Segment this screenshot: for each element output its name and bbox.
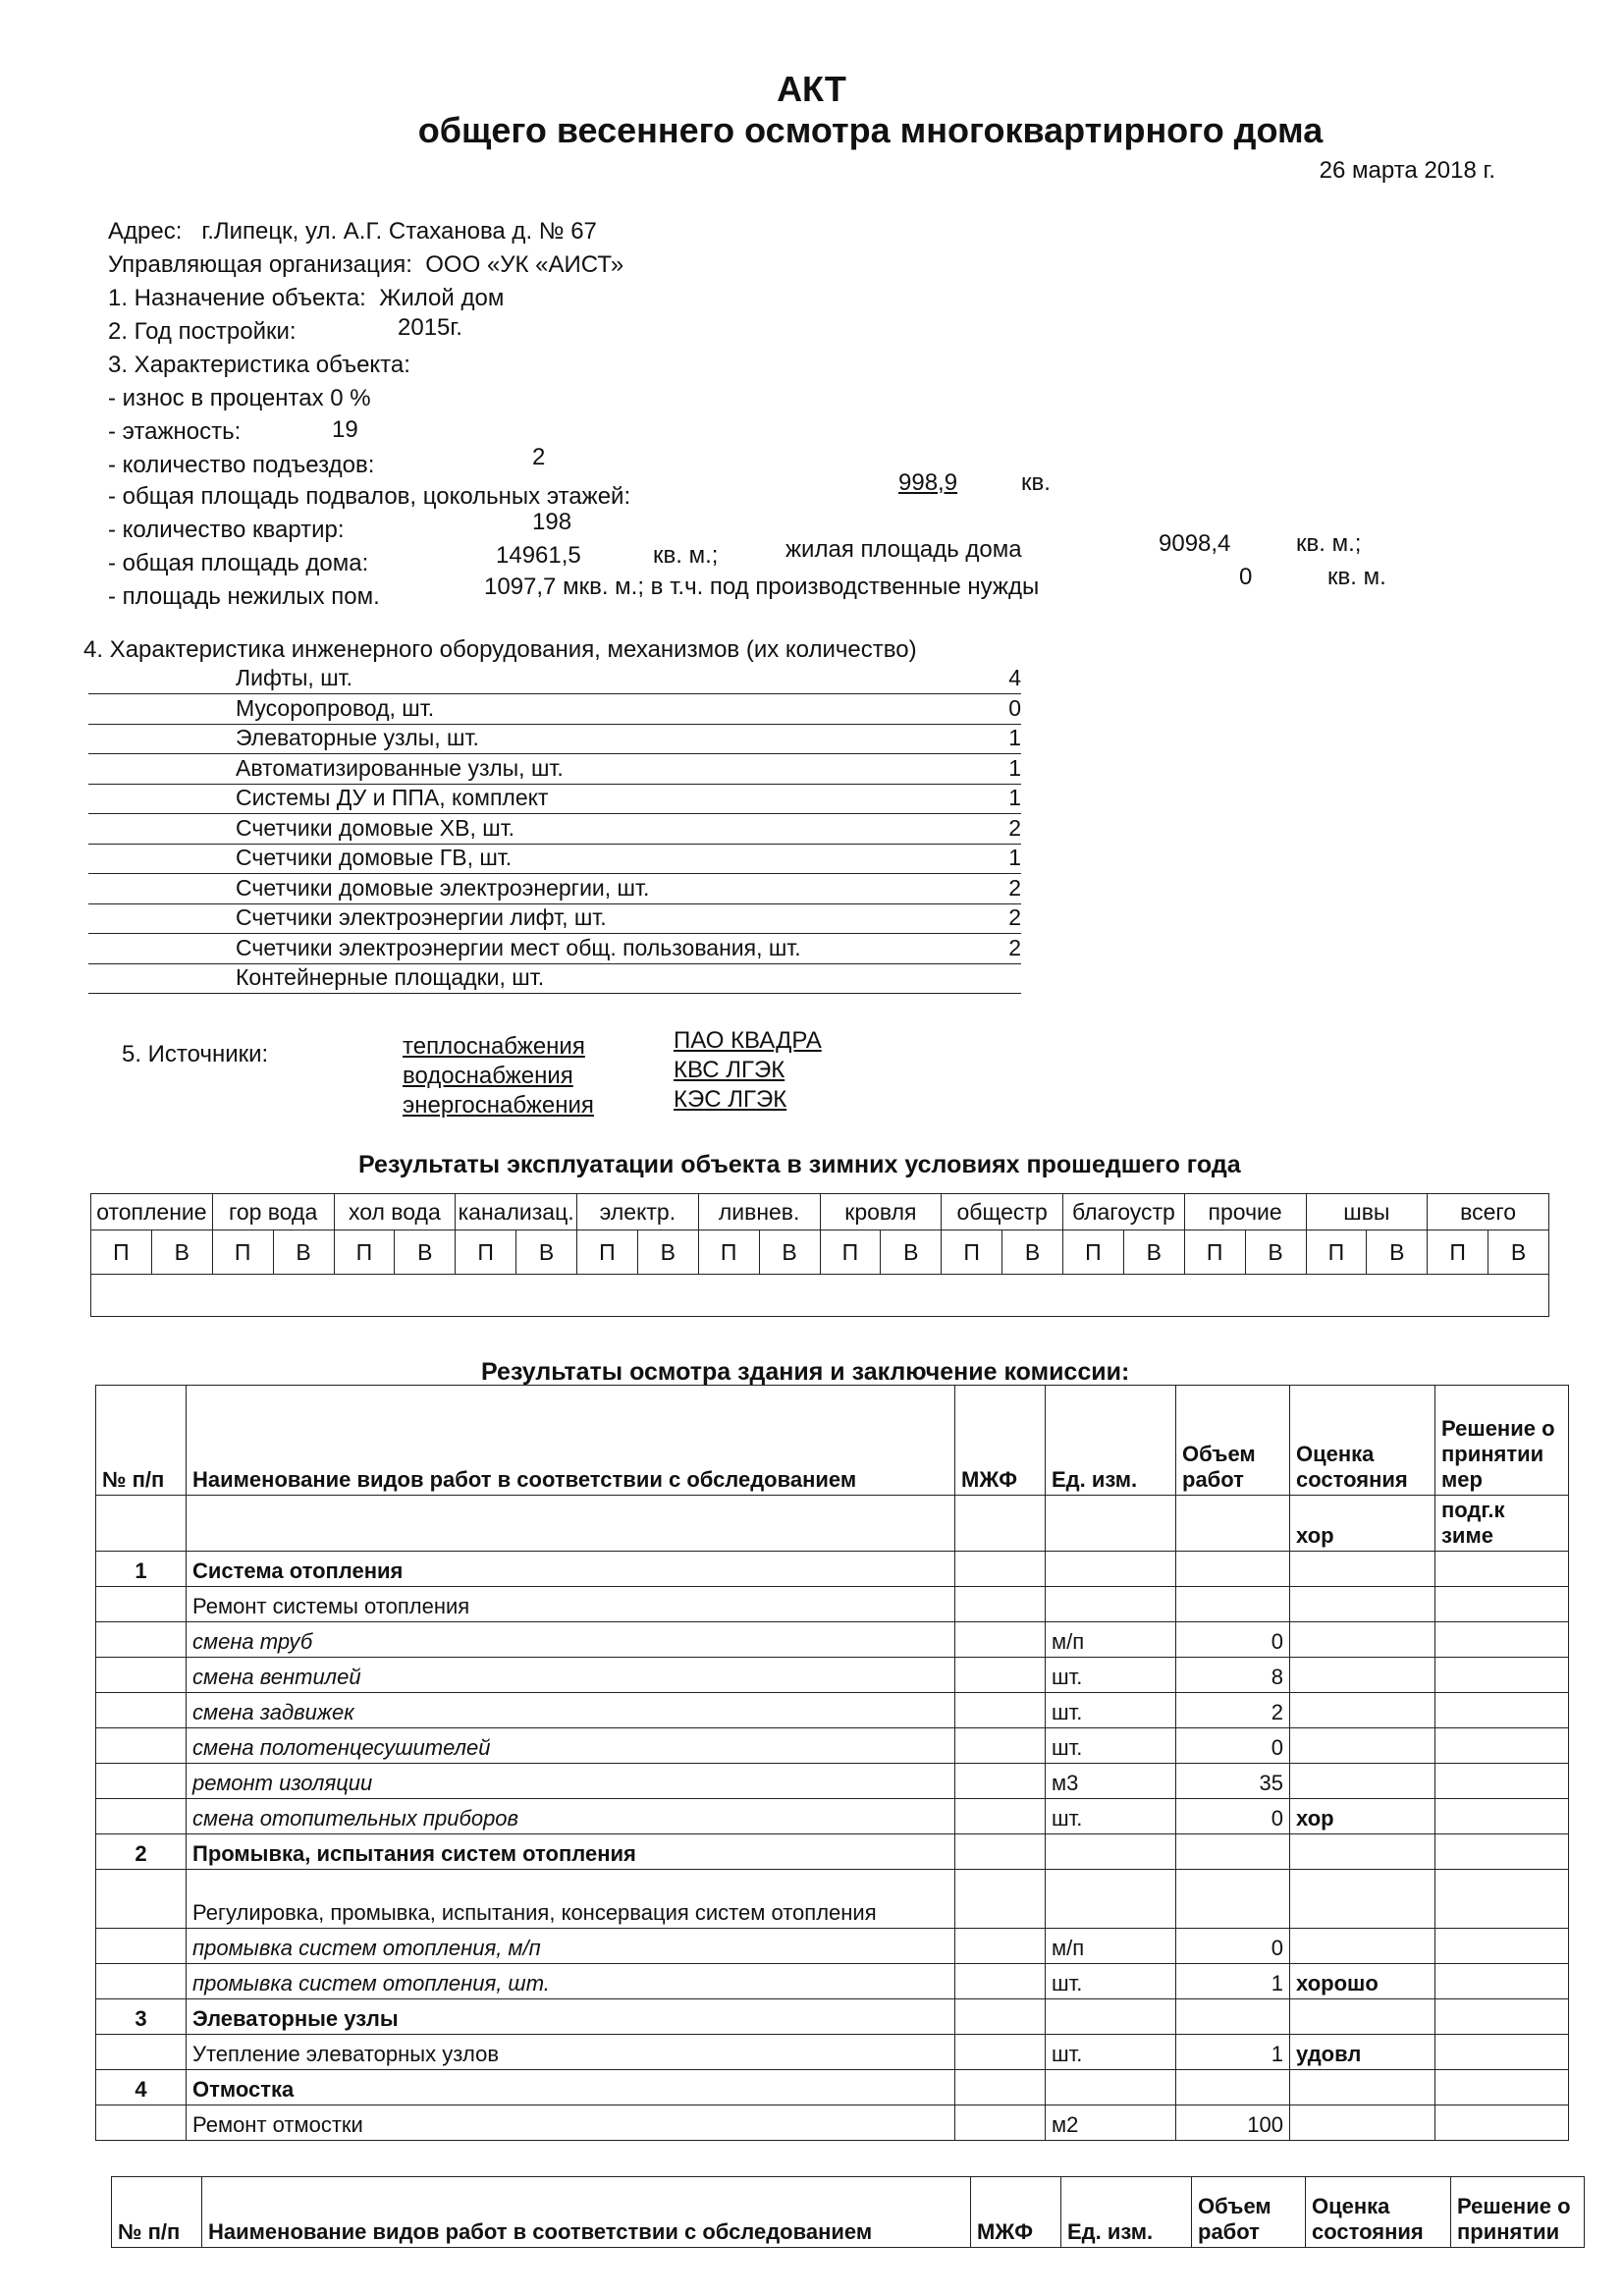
table-row xyxy=(96,1552,1569,1587)
winter-cell-v: В xyxy=(1488,1230,1549,1275)
row-mzhf xyxy=(955,1622,1046,1658)
document-title: АКТ xyxy=(777,69,846,109)
row-volume: 0 xyxy=(1176,1728,1290,1764)
row-decision xyxy=(1435,1964,1569,1999)
org-line xyxy=(108,251,623,279)
energy-provider: КЭС ЛГЭК xyxy=(674,1086,787,1113)
nonres-prod-value: 0 xyxy=(1239,564,1253,590)
col2-name: Наименование видов работ в соответствии с обследованием xyxy=(202,2177,971,2248)
winter-cell-v: В xyxy=(881,1230,942,1275)
col-decision: Решение о принятии мер xyxy=(1435,1386,1569,1496)
table-row xyxy=(96,1799,1569,1834)
results-body xyxy=(96,1496,1569,2141)
energy-label: энергоснабжения xyxy=(403,1092,594,1119)
row-num xyxy=(96,1693,187,1728)
row-num: 4 xyxy=(96,2070,187,2105)
row-mzhf xyxy=(955,1693,1046,1728)
row-mzhf xyxy=(955,1999,1046,2035)
row-mzhf xyxy=(955,1929,1046,1964)
row-num xyxy=(96,1496,187,1552)
winter-cell-p: П xyxy=(820,1230,881,1275)
row-decision xyxy=(1435,1999,1569,2035)
equipment-row xyxy=(88,963,1021,994)
row-unit xyxy=(1046,1999,1176,2035)
col-mzhf: МЖФ xyxy=(955,1386,1046,1496)
apartments-value: 198 xyxy=(532,509,572,535)
winter-cell-v: В xyxy=(1002,1230,1063,1275)
row-num xyxy=(96,1587,187,1622)
equipment-row xyxy=(88,694,1021,725)
row-name: Регулировка, промывка, испытания, консервация систем отопления xyxy=(187,1870,955,1929)
row-decision xyxy=(1435,1728,1569,1764)
equipment-row xyxy=(88,903,1021,934)
total-area-value: 14961,5 xyxy=(496,542,581,569)
winter-cell-p: П xyxy=(1428,1230,1488,1275)
col-unit: Ед. изм. xyxy=(1046,1386,1176,1496)
equipment-label: Счетчики домовые ГВ, шт. xyxy=(236,845,513,870)
winter-cell-p: П xyxy=(212,1230,273,1275)
row-volume: 0 xyxy=(1176,1929,1290,1964)
results-table-2 xyxy=(111,2176,1585,2248)
row-mzhf xyxy=(955,2035,1046,2070)
equipment-row xyxy=(88,874,1021,904)
row-volume xyxy=(1176,1834,1290,1870)
document-subtitle: общего весеннего осмотра многоквартирного дома xyxy=(417,110,1324,150)
org-value: ООО «УК «АИСТ» xyxy=(425,251,624,278)
row-name: смена полотенцесушителей xyxy=(187,1728,955,1764)
col2-num: № п/п xyxy=(112,2177,202,2248)
year-label: 2. Год постройки: xyxy=(108,318,297,345)
winter-col-header: гор вода xyxy=(212,1194,334,1230)
row-decision xyxy=(1435,1693,1569,1728)
row-decision xyxy=(1435,1870,1569,1929)
nonres-value: 1097,7 мкв. м.; в т.ч. под производственные нужды xyxy=(484,574,1040,600)
row-volume: 1 xyxy=(1176,2035,1290,2070)
row-state: хор xyxy=(1290,1496,1435,1552)
winter-col-header: прочие xyxy=(1184,1194,1306,1230)
row-unit: шт. xyxy=(1046,1693,1176,1728)
winter-col-header: кровля xyxy=(820,1194,942,1230)
results-heading: Результаты осмотра здания и заключение комиссии: xyxy=(481,1358,1130,1386)
equipment-row xyxy=(88,754,1021,785)
row-num xyxy=(96,1870,187,1929)
winter-cell-p: П xyxy=(334,1230,395,1275)
row-unit: м/п xyxy=(1046,1929,1176,1964)
table-row xyxy=(96,2035,1569,2070)
table-row xyxy=(96,1693,1569,1728)
row-unit xyxy=(1046,1552,1176,1587)
living-area-label: жилая площадь дома xyxy=(785,536,1022,563)
winter-cell-p: П xyxy=(942,1230,1002,1275)
equipment-label: Контейнерные площадки, шт. xyxy=(236,964,545,990)
row-unit xyxy=(1046,2070,1176,2105)
address-value: г.Липецк, ул. А.Г. Стаханова д. № 67 xyxy=(201,218,597,245)
row-name: Ремонт отмостки xyxy=(187,2105,955,2141)
row-state xyxy=(1290,2070,1435,2105)
total-area-unit: кв. м.; xyxy=(653,542,719,569)
row-decision xyxy=(1435,1622,1569,1658)
row-name: смена отопительных приборов xyxy=(187,1799,955,1834)
col2-mzhf: МЖФ xyxy=(971,2177,1061,2248)
purpose-value: Жилой дом xyxy=(379,285,505,311)
equipment-count: 1 xyxy=(1008,785,1021,810)
heat-provider: ПАО КВАДРА xyxy=(674,1027,822,1054)
row-mzhf xyxy=(955,1728,1046,1764)
equipment-label: Счетчики домовые электроэнергии, шт. xyxy=(236,874,650,901)
row-decision xyxy=(1435,1658,1569,1693)
table-row xyxy=(96,1496,1569,1552)
equipment-label: Счетчики домовые ХВ, шт. xyxy=(236,814,515,841)
table-row xyxy=(96,1929,1569,1964)
row-state xyxy=(1290,1999,1435,2035)
col-num: № п/п xyxy=(96,1386,187,1496)
winter-cell-v: В xyxy=(1245,1230,1306,1275)
equipment-label: Мусоропровод, шт. xyxy=(236,694,435,721)
winter-cell-p: П xyxy=(577,1230,638,1275)
row-decision xyxy=(1435,1834,1569,1870)
row-state xyxy=(1290,1587,1435,1622)
row-volume: 35 xyxy=(1176,1764,1290,1799)
row-decision xyxy=(1435,1552,1569,1587)
equipment-row xyxy=(88,844,1021,874)
table-row xyxy=(96,1658,1569,1693)
address-line xyxy=(108,218,597,246)
table-row xyxy=(96,1587,1569,1622)
living-area-value: 9098,4 xyxy=(1159,530,1231,557)
winter-cell-v: В xyxy=(273,1230,334,1275)
row-unit: м2 xyxy=(1046,2105,1176,2141)
table-row xyxy=(96,2105,1569,2141)
row-state xyxy=(1290,2105,1435,2141)
row-name: ремонт изоляции xyxy=(187,1764,955,1799)
equipment-label: Счетчики электроэнергии мест общ. пользования, шт. xyxy=(236,934,801,960)
row-name: смена задвижек xyxy=(187,1693,955,1728)
col2-state: Оценка состояния xyxy=(1306,2177,1451,2248)
row-state: хор xyxy=(1290,1799,1435,1834)
row-volume xyxy=(1176,1587,1290,1622)
row-volume: 0 xyxy=(1176,1622,1290,1658)
row-mzhf xyxy=(955,1552,1046,1587)
winter-cell-p: П xyxy=(456,1230,516,1275)
row-mzhf xyxy=(955,1964,1046,1999)
equipment-count: 2 xyxy=(1008,934,1021,960)
winter-cell-v: В xyxy=(637,1230,698,1275)
row-state xyxy=(1290,1929,1435,1964)
row-state xyxy=(1290,1552,1435,1587)
row-mzhf xyxy=(955,1496,1046,1552)
col2-decision: Решение о принятии xyxy=(1451,2177,1585,2248)
entrances-label: - количество подъездов: xyxy=(108,452,375,478)
row-decision: подг.к зиме xyxy=(1435,1496,1569,1552)
col-volume: Объем работ xyxy=(1176,1386,1290,1496)
row-name: Элеваторные узлы xyxy=(187,1999,955,2035)
row-num xyxy=(96,2105,187,2141)
equipment-heading: 4. Характеристика инженерного оборудования, механизмов (их количество) xyxy=(83,636,917,663)
equipment-label: Счетчики электроэнергии лифт, шт. xyxy=(236,904,607,930)
equipment-row xyxy=(88,724,1021,754)
row-decision xyxy=(1435,1799,1569,1834)
row-num xyxy=(96,1929,187,1964)
row-num xyxy=(96,1764,187,1799)
row-state xyxy=(1290,1764,1435,1799)
row-num xyxy=(96,1622,187,1658)
basement-value: 998,9 xyxy=(898,469,958,496)
winter-heading: Результаты эксплуатации объекта в зимних условиях прошедшего года xyxy=(358,1151,1241,1178)
row-volume xyxy=(1176,1870,1290,1929)
floors-value: 19 xyxy=(332,416,358,443)
winter-cell-p: П xyxy=(698,1230,759,1275)
col-state: Оценка состояния xyxy=(1290,1386,1435,1496)
row-mzhf xyxy=(955,1658,1046,1693)
results-header-row xyxy=(96,1386,1569,1496)
results2-header-row xyxy=(112,2177,1585,2248)
row-name: промывка систем отопления, шт. xyxy=(187,1964,955,1999)
sources-label: 5. Источники: xyxy=(122,1041,269,1067)
table-row xyxy=(96,1764,1569,1799)
row-volume xyxy=(1176,2070,1290,2105)
row-mzhf xyxy=(955,1870,1046,1929)
row-state xyxy=(1290,1658,1435,1693)
wear-line: - износ в процентах 0 % xyxy=(108,385,371,411)
winter-cell-v: В xyxy=(759,1230,820,1275)
equipment-label: Элеваторные узлы, шт. xyxy=(236,725,479,750)
row-state: хорошо xyxy=(1290,1964,1435,1999)
address-label: Адрес: xyxy=(108,218,183,245)
row-name: смена труб xyxy=(187,1622,955,1658)
row-num xyxy=(96,1964,187,1999)
winter-col-header: всего xyxy=(1428,1194,1549,1230)
winter-cell-v: В xyxy=(395,1230,456,1275)
nonres-label: - площадь нежилых пом. xyxy=(108,583,380,610)
equipment-row xyxy=(88,784,1021,814)
apartments-label: - количество квартир: xyxy=(108,517,345,543)
table-row xyxy=(96,1622,1569,1658)
winter-pv-row xyxy=(91,1230,1549,1275)
total-area-label: - общая площадь дома: xyxy=(108,550,369,576)
row-name: Утепление элеваторных узлов xyxy=(187,2035,955,2070)
row-unit: шт. xyxy=(1046,1728,1176,1764)
col2-unit: Ед. изм. xyxy=(1061,2177,1192,2248)
row-name: Промывка, испытания систем отопления xyxy=(187,1834,955,1870)
winter-cell-p: П xyxy=(1184,1230,1245,1275)
row-mzhf xyxy=(955,1799,1046,1834)
winter-cell-v: В xyxy=(1123,1230,1184,1275)
results-table xyxy=(95,1385,1569,2141)
row-mzhf xyxy=(955,1834,1046,1870)
row-decision xyxy=(1435,1929,1569,1964)
equipment-row xyxy=(88,664,1021,694)
row-name: Ремонт системы отопления xyxy=(187,1587,955,1622)
year-value: 2015г. xyxy=(398,314,462,341)
characteristics-label: 3. Характеристика объекта: xyxy=(108,352,410,378)
equipment-row xyxy=(88,814,1021,845)
row-decision xyxy=(1435,2035,1569,2070)
table-row xyxy=(96,1964,1569,1999)
row-num: 2 xyxy=(96,1834,187,1870)
table-row xyxy=(96,1728,1569,1764)
row-unit xyxy=(1046,1496,1176,1552)
equipment-count: 2 xyxy=(1008,904,1021,930)
col2-volume: Объем работ xyxy=(1192,2177,1306,2248)
row-unit: шт. xyxy=(1046,1799,1176,1834)
basement-label: - общая площадь подвалов, цокольных этажей: xyxy=(108,483,631,510)
winter-cell-v: В xyxy=(151,1230,212,1275)
row-state xyxy=(1290,1870,1435,1929)
equipment-count: 0 xyxy=(1008,694,1021,721)
nonres-prod-unit: кв. м. xyxy=(1327,564,1386,590)
equipment-count: 1 xyxy=(1008,725,1021,750)
equipment-label: Автоматизированные узлы, шт. xyxy=(236,754,564,781)
row-decision xyxy=(1435,1587,1569,1622)
row-decision xyxy=(1435,2070,1569,2105)
row-volume xyxy=(1176,1999,1290,2035)
winter-cell-p: П xyxy=(1306,1230,1367,1275)
row-unit: м3 xyxy=(1046,1764,1176,1799)
equipment-count: 2 xyxy=(1008,874,1021,901)
row-mzhf xyxy=(955,1764,1046,1799)
row-name xyxy=(187,1496,955,1552)
row-decision xyxy=(1435,1764,1569,1799)
row-name: Отмостка xyxy=(187,2070,955,2105)
row-unit xyxy=(1046,1870,1176,1929)
table-row xyxy=(96,1999,1569,2035)
row-num: 1 xyxy=(96,1552,187,1587)
row-num xyxy=(96,2035,187,2070)
purpose-line xyxy=(108,285,504,312)
water-label: водоснабжения xyxy=(403,1063,573,1089)
row-volume: 0 xyxy=(1176,1799,1290,1834)
equipment-label: Лифты, шт. xyxy=(236,665,353,690)
row-decision xyxy=(1435,2105,1569,2141)
basement-unit: кв. xyxy=(1021,469,1051,496)
winter-empty-cell xyxy=(91,1275,1549,1317)
row-unit xyxy=(1046,1587,1176,1622)
row-name: промывка систем отопления, м/п xyxy=(187,1929,955,1964)
living-area-unit: кв. м.; xyxy=(1296,530,1362,557)
col-name: Наименование видов работ в соответствии с обследованием xyxy=(187,1386,955,1496)
water-provider: КВС ЛГЭК xyxy=(674,1057,785,1083)
row-unit: шт. xyxy=(1046,1964,1176,1999)
row-name: смена вентилей xyxy=(187,1658,955,1693)
table-row xyxy=(96,2070,1569,2105)
winter-cell-v: В xyxy=(1367,1230,1428,1275)
row-volume xyxy=(1176,1552,1290,1587)
equipment-count: 4 xyxy=(1008,665,1021,690)
row-unit: шт. xyxy=(1046,1658,1176,1693)
row-num xyxy=(96,1799,187,1834)
equipment-label: Системы ДУ и ППА, комплект xyxy=(236,785,549,810)
winter-col-header: электр. xyxy=(577,1194,699,1230)
winter-col-header: ливнев. xyxy=(698,1194,820,1230)
row-num: 3 xyxy=(96,1999,187,2035)
row-state xyxy=(1290,1834,1435,1870)
purpose-label: 1. Назначение объекта: xyxy=(108,285,366,311)
row-state xyxy=(1290,1728,1435,1764)
winter-cell-v: В xyxy=(516,1230,577,1275)
row-name: Система отопления xyxy=(187,1552,955,1587)
heat-label: теплоснабжения xyxy=(403,1033,585,1060)
winter-col-header: отопление xyxy=(91,1194,213,1230)
org-label: Управляющая организация: xyxy=(108,251,412,278)
table-row xyxy=(96,1834,1569,1870)
row-mzhf xyxy=(955,2105,1046,2141)
row-mzhf xyxy=(955,2070,1046,2105)
document-date: 26 марта 2018 г. xyxy=(1319,157,1495,184)
winter-col-header: общестр xyxy=(942,1194,1063,1230)
equipment-count: 1 xyxy=(1008,754,1021,781)
winter-table xyxy=(90,1193,1549,1317)
row-volume: 8 xyxy=(1176,1658,1290,1693)
row-volume: 1 xyxy=(1176,1964,1290,1999)
row-state xyxy=(1290,1622,1435,1658)
row-state: удовл xyxy=(1290,2035,1435,2070)
winter-col-header: хол вода xyxy=(334,1194,456,1230)
floors-label: - этажность: xyxy=(108,418,242,445)
winter-cell-p: П xyxy=(1063,1230,1124,1275)
row-volume: 2 xyxy=(1176,1693,1290,1728)
row-unit: м/п xyxy=(1046,1622,1176,1658)
row-unit xyxy=(1046,1834,1176,1870)
row-num xyxy=(96,1728,187,1764)
equipment-row xyxy=(88,934,1021,964)
row-volume: 100 xyxy=(1176,2105,1290,2141)
row-unit: шт. xyxy=(1046,2035,1176,2070)
row-num xyxy=(96,1658,187,1693)
winter-empty-row xyxy=(91,1275,1549,1317)
winter-col-header: благоустр xyxy=(1063,1194,1185,1230)
equipment-count: 2 xyxy=(1008,814,1021,841)
table-row xyxy=(96,1870,1569,1929)
row-volume xyxy=(1176,1496,1290,1552)
entrances-value: 2 xyxy=(532,444,546,470)
winter-col-header: швы xyxy=(1306,1194,1428,1230)
winter-cell-p: П xyxy=(91,1230,152,1275)
winter-header-row xyxy=(91,1194,1549,1230)
row-state xyxy=(1290,1693,1435,1728)
row-mzhf xyxy=(955,1587,1046,1622)
winter-col-header: канализац. xyxy=(456,1194,577,1230)
equipment-count: 1 xyxy=(1008,845,1021,870)
